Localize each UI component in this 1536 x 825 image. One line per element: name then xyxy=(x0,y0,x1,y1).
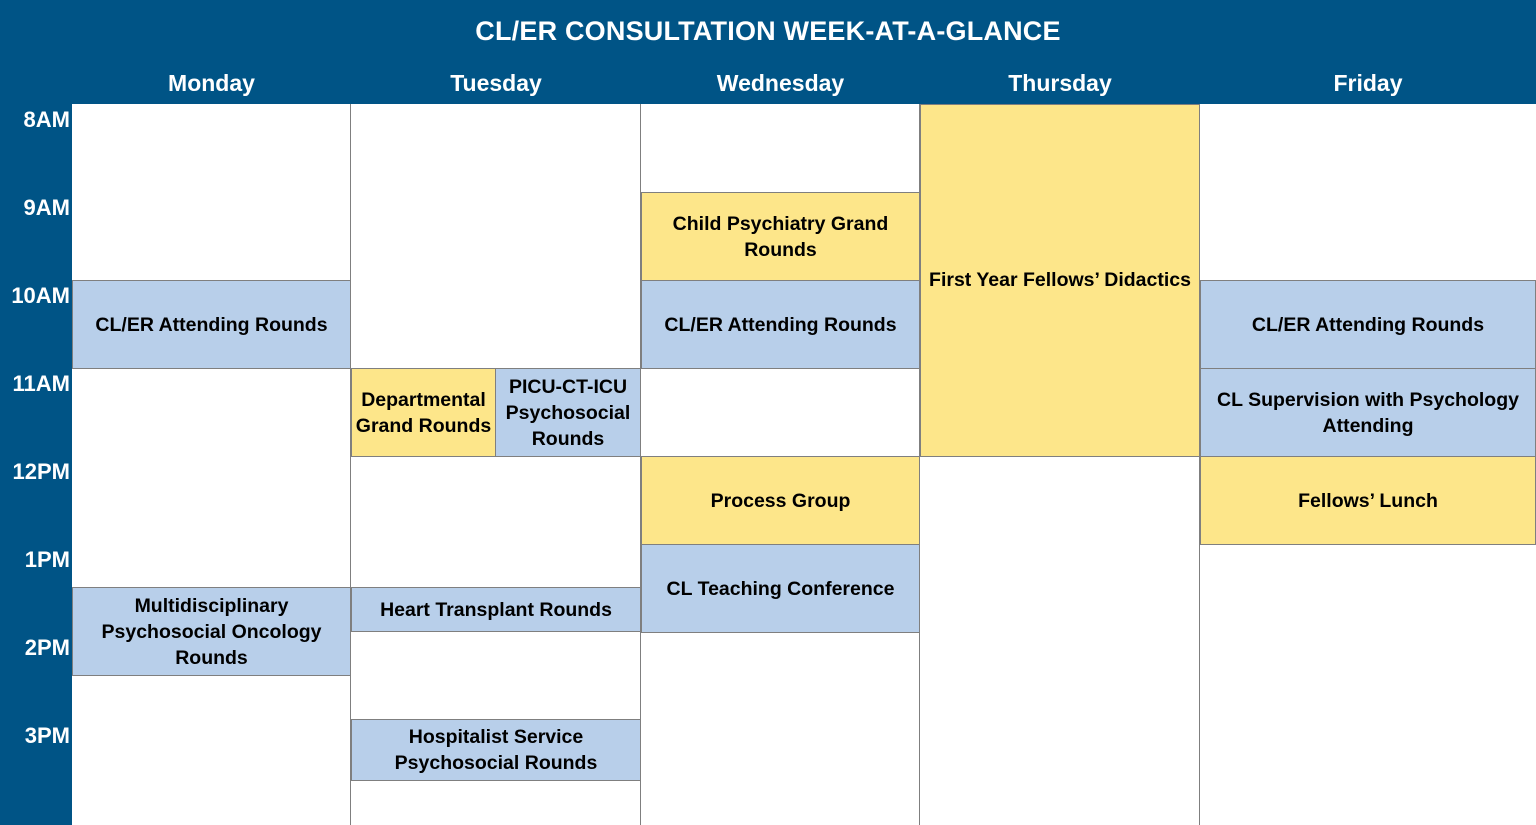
time-label-9am: 9AM xyxy=(23,195,70,220)
time-label-12pm: 12PM xyxy=(12,459,70,484)
schedule-title: CL/ER CONSULTATION WEEK-AT-A-GLANCE xyxy=(475,15,1061,46)
event-wednesday-attending-rounds[interactable]: CL/ER Attending Rounds xyxy=(641,280,920,369)
event-wednesday-teaching-conference[interactable]: CL Teaching Conference xyxy=(641,544,920,633)
time-label-2pm: 2PM xyxy=(24,635,70,660)
day-header-thursday: Thursday xyxy=(1008,69,1112,96)
column-tuesday xyxy=(351,104,641,825)
event-wednesday-process-group[interactable]: Process Group xyxy=(641,456,920,545)
time-label-3pm: 3PM xyxy=(24,723,70,748)
day-header-monday: Monday xyxy=(168,69,255,96)
event-thursday-fellows-didactics[interactable]: First Year Fellows’ Didactics xyxy=(920,104,1200,457)
column-monday xyxy=(72,104,351,825)
event-tuesday-heart-transplant-rounds[interactable]: Heart Transplant Rounds xyxy=(351,587,641,632)
event-friday-cl-supervision[interactable]: CL Supervision with Psychology Attending xyxy=(1200,368,1536,457)
time-label-10am: 10AM xyxy=(11,283,70,308)
time-label-8am: 8AM xyxy=(23,107,70,132)
event-friday-fellows-lunch[interactable]: Fellows’ Lunch xyxy=(1200,456,1536,545)
day-header-tuesday: Tuesday xyxy=(450,69,542,96)
time-label-1pm: 1PM xyxy=(24,547,70,572)
day-header-wednesday: Wednesday xyxy=(716,69,845,96)
event-wednesday-child-psychiatry-grand-rounds[interactable]: Child Psychiatry Grand Rounds xyxy=(641,192,920,281)
event-friday-attending-rounds[interactable]: CL/ER Attending Rounds xyxy=(1200,280,1536,369)
event-tuesday-picu-rounds[interactable]: PICU-CT-ICU Psychosocial Rounds xyxy=(495,368,641,457)
time-label-11am: 11AM xyxy=(12,371,70,396)
event-monday-attending-rounds[interactable]: CL/ER Attending Rounds xyxy=(72,280,351,369)
day-header-friday: Friday xyxy=(1333,69,1403,96)
event-tuesday-departmental-grand-rounds[interactable]: Departmental Grand Rounds xyxy=(351,368,496,457)
event-monday-oncology-rounds[interactable]: Multidisciplinary Psychosocial Oncology Rounds xyxy=(72,587,351,676)
event-tuesday-hospitalist-rounds[interactable]: Hospitalist Service Psychosocial Rounds xyxy=(351,719,641,781)
